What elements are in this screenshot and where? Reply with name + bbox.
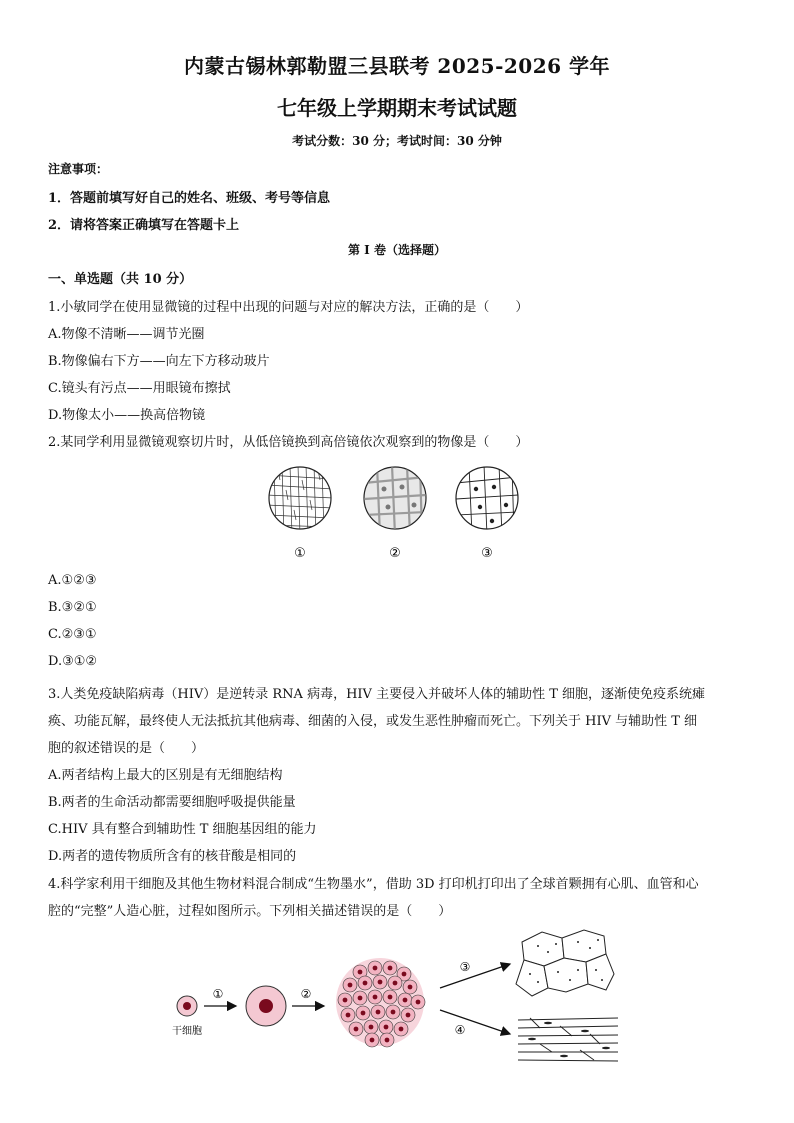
question-2-stem: 2.某同学利用显微镜观察切片时，从低倍镜换到高倍镜依次观察到的物像是（ ） bbox=[48, 435, 529, 450]
view-3-clear-cells bbox=[456, 465, 518, 535]
stem-cell-differentiation-figure bbox=[160, 922, 630, 1067]
question-3-stem-line-3: 胞的叙述错误的是（ ） bbox=[48, 741, 205, 756]
step-4-label: ④ bbox=[454, 1023, 466, 1037]
notes-heading: 注意事项： bbox=[48, 162, 109, 176]
arrow-step-3 bbox=[440, 964, 510, 988]
muscle-fiber-tissue bbox=[518, 1018, 618, 1061]
question-4-stem-line-2: 腔的“完整”人造心脏，过程如图所示。下列相关描述错误的是（ ） bbox=[48, 904, 452, 919]
question-3-option-c: C.HIV 具有整合到辅助性 T 细胞基因组的能力 bbox=[48, 822, 317, 837]
view-1-label: ① bbox=[294, 546, 306, 561]
question-3-stem-line-2: 痪、功能瓦解，最终使人无法抵抗其他病毒、细菌的入侵，或发生恶性肿瘤而死亡。下列关于 HIV 与辅助性 T 细 bbox=[48, 714, 698, 729]
view-3-label: ③ bbox=[481, 546, 493, 561]
step-1-label: ① bbox=[212, 987, 224, 1001]
question-3-option-b: B.两者的生命活动都需要细胞呼吸提供能量 bbox=[48, 795, 296, 810]
question-2-option-c: C.②③① bbox=[48, 627, 97, 642]
notes-item-1: 1．答题前填写好自己的姓名、班级、考号等信息 bbox=[48, 191, 331, 206]
part-title: 第 I 卷（选择题） bbox=[348, 243, 446, 257]
question-1-stem: 1.小敏同学在使用显微镜的过程中出现的问题与对应的解决方法，正确的是（ ） bbox=[48, 300, 529, 315]
notes-item-2: 2．请将答案正确填写在答题卡上 bbox=[48, 218, 240, 233]
question-3-option-a: A.两者结构上最大的区别是有无细胞结构 bbox=[48, 768, 283, 783]
exam-title-line2: 七年级上学期期末考试试题 bbox=[277, 96, 517, 120]
arrow-step-4 bbox=[440, 1010, 510, 1034]
question-1-option-c: C.镜头有污点——用眼镜布擦拭 bbox=[48, 381, 231, 396]
exam-title-line1: 内蒙古锡林郭勒盟三县联考 2025-2026 学年 bbox=[183, 54, 611, 78]
question-4-stem-line-1: 4.科学家利用干细胞及其他生物材料混合制成“生物墨水”，借助 3D 打印机打印出了全球首颗拥有心肌、血管和心 bbox=[48, 877, 699, 892]
enlarged-cell bbox=[246, 986, 286, 1026]
question-2-option-d: D.③①② bbox=[48, 654, 98, 669]
step-3-label: ③ bbox=[459, 960, 471, 974]
question-1-option-d: D.物像太小——换高倍物镜 bbox=[48, 408, 206, 423]
question-1-option-b: B.物像偏右下方——向左下方移动玻片 bbox=[48, 354, 270, 369]
step-2-label: ② bbox=[300, 987, 312, 1001]
view-1-small-cells bbox=[267, 465, 333, 535]
section-title: 一、单选题（共 10 分） bbox=[48, 272, 193, 287]
view-2-label: ② bbox=[389, 546, 401, 561]
stem-cell-label: 干细胞 bbox=[172, 1026, 202, 1037]
question-1-option-a: A.物像不清晰——调节光圈 bbox=[48, 327, 205, 342]
question-2-option-b: B.③②① bbox=[48, 600, 97, 615]
question-3-stem-line-1: 3.人类免疫缺陷病毒（HIV）是逆转录 RNA 病毒，HIV 主要侵入并破坏人体的辅助性 T 细胞，逐渐使免疫系统瘫 bbox=[48, 687, 706, 702]
polygonal-tissue bbox=[516, 930, 614, 996]
question-2-option-a: A.①②③ bbox=[48, 573, 97, 588]
question-3-option-d: D.两者的遗传物质所含有的核苷酸是相同的 bbox=[48, 849, 297, 864]
exam-info: 考试分数：30 分；考试时间：30 分钟 bbox=[292, 134, 502, 148]
microscope-views-figure bbox=[262, 465, 532, 565]
stem-cell bbox=[177, 996, 197, 1016]
cell-cluster bbox=[336, 958, 425, 1047]
view-2-blurry-cells bbox=[364, 465, 426, 535]
